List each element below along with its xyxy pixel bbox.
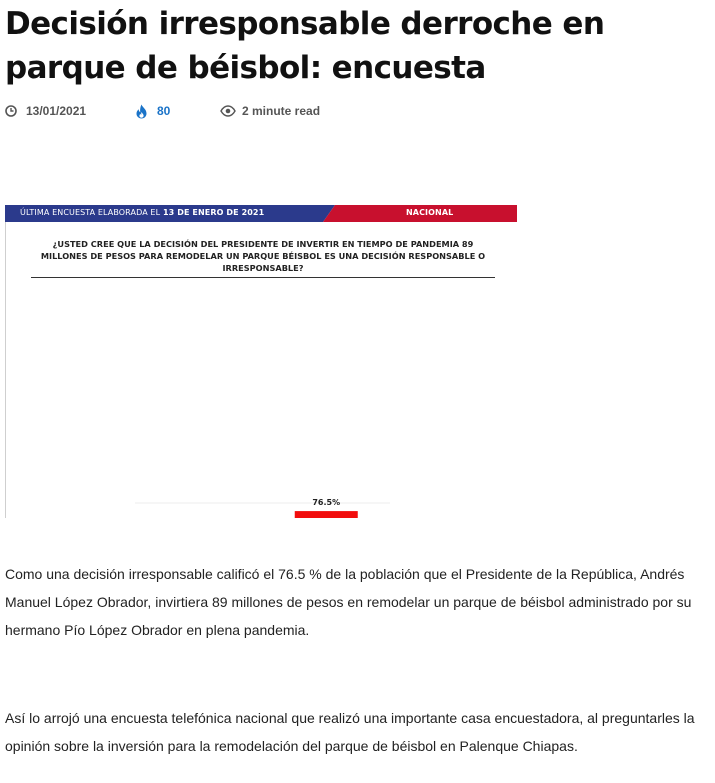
fire-icon (135, 104, 148, 119)
read-time-text: 2 minute read (242, 104, 321, 118)
poll-banner-prefix: ÚLTIMA ENCUESTA ELABORADA EL (20, 208, 161, 217)
publish-date-text: 13/01/2021 (26, 104, 87, 118)
view-count-text: 80 (157, 104, 171, 118)
article-paragraph-1: Como una decisión irresponsable calificó el 76.5 % de la población que el Presidente de la República, Andrés Manuel López Obrador, invirtiera 89 millones de pesos en remodelar un parque de béisbol administrado por su hermano Pío López Obrador en plena pandemia. (5, 566, 692, 638)
bar-2 (295, 511, 358, 518)
view-count (135, 104, 220, 119)
bar-chart (5, 205, 517, 518)
poll-banner-scope: NACIONAL (406, 208, 454, 217)
poll-question: ¿USTED CREE QUE LA DECISIÓN DEL PRESIDENTE DE INVERTIR EN TIEMPO DE PANDEMIA 89 MILLONES DE PESOS PARA REMODELAR UN PARQUE BÉISBOL ES UNA DECISIÓN RESPONSABLE O IRRESPONSABLE? (40, 239, 486, 273)
read-time (220, 104, 320, 118)
clock-icon (5, 105, 17, 117)
article-paragraph-2: Así lo arrojó una encuesta telefónica nacional que realizó una importante casa encuestadora, al preguntarles la opinión sobre la inversión para la remodelación del parque de béisbol en Palenque Chiapas. (5, 710, 695, 754)
publish-date (5, 104, 135, 118)
poll-banner-date: 13 DE ENERO DE 2021 (163, 208, 265, 217)
poll-infographic (5, 205, 517, 518)
article-title: Decisión irresponsable derroche en parque de béisbol: encuesta (5, 6, 605, 86)
data-label-2: 76.5% (312, 498, 341, 508)
eye-icon (220, 105, 236, 117)
article-meta (5, 101, 320, 121)
